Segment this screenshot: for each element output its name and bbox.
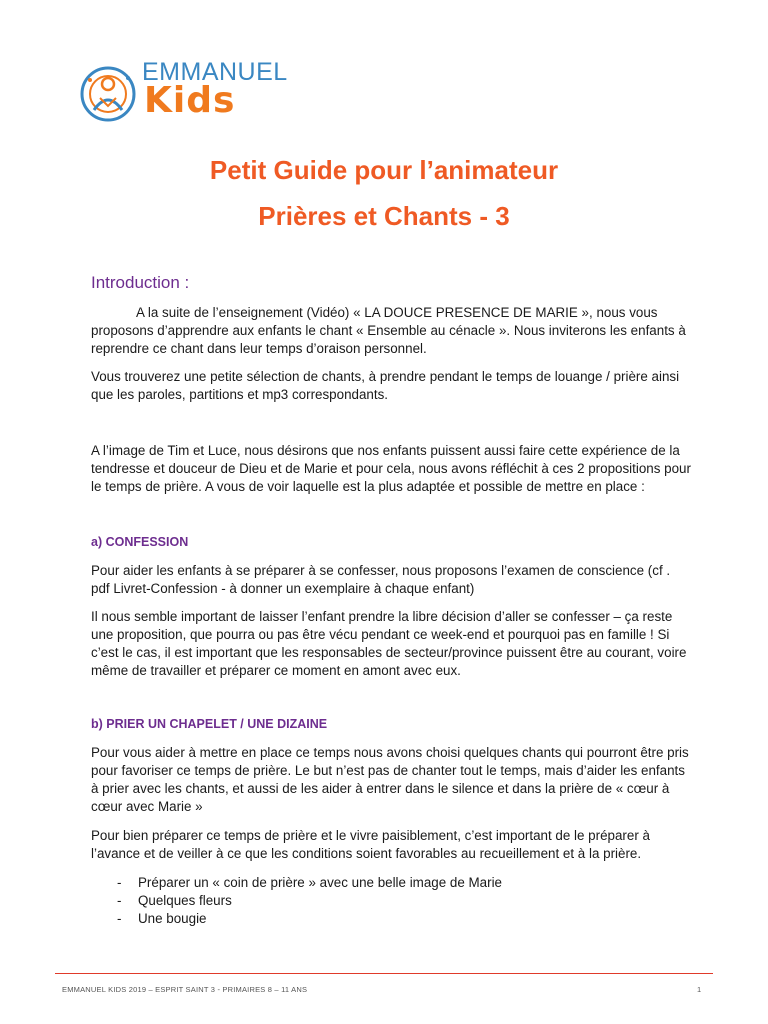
chapelet-paragraph-1: Pour vous aider à mettre en place ce temps nous avons choisi quelques chants qui pourront être pris pour favoriser ce temps de prière. Le but n’est pas de chanter tout le temps, mais d’aider les enfants à prier avec les chants, et aussi de les aider à entrer dans le silence et dans la prière de « cœur à cœur avec Marie » xyxy=(91,745,689,814)
intro-paragraph-2: Vous trouverez une petite sélection de chants, à prendre pendant le temps de louange / prière ainsi que les paroles, partitions et mp3 correspondants. xyxy=(91,369,680,402)
footer-text: EMMANUEL KIDS 2019 – ESPRIT SAINT 3 - PRIMAIRES 8 – 11 ANS xyxy=(62,985,308,994)
confession-paragraph-2: Il nous semble important de laisser l’enfant prendre la libre décision d’aller se confesser – ça reste une proposition, que pourra ou pas être vécu pendant ce week-end et pourquoi pas en famille ! Si c’est le cas, il est important que les responsables de secteur/province puissent être au courant, voire même de travailler et préparer ce moment en amont avec eux. xyxy=(91,609,687,678)
confession-heading: a) CONFESSION xyxy=(91,535,189,549)
page-number: 1 xyxy=(697,985,702,994)
preparation-list xyxy=(91,874,502,928)
document-title: Petit Guide pour l’animateur xyxy=(209,155,559,185)
praying-figure-logo-icon xyxy=(78,60,142,124)
list-item: - Préparer un « coin de prière » avec une belle image de Marie xyxy=(117,875,502,890)
logo-emmanuel-text: EMMANUEL xyxy=(142,58,288,86)
intro-paragraph-1: A la suite de l’enseignement (Vidéo) « LA DOUCE PRESENCE DE MARIE », nous vous proposons d’apprendre aux enfants le chant « Ensemble au cénacle ». Nous inviterons les enfants à reprendre ce chant dans leur temps d’oraison personnel. xyxy=(91,305,686,356)
emmanuel-kids-logo xyxy=(78,52,288,130)
confession-paragraph-1: Pour aider les enfants à se préparer à se confesser, nous proposons l’examen de conscience (cf . pdf Livret-Confession - à donner un exemplaire à chaque enfant) xyxy=(91,563,671,596)
list-item: - Une bougie xyxy=(117,911,207,926)
chapelet-heading: b) PRIER UN CHAPELET / UNE DIZAINE xyxy=(91,717,328,731)
logo-kids-text: Kids xyxy=(144,80,236,121)
intro-paragraph-3: A l’image de Tim et Luce, nous désirons que nos enfants puissent aussi faire cette expérience de la tendresse et douceur de Dieu et de Marie et pour cela, nous avons réfléchit à ces 2 propositions pour le temps de prière. A vous de voir laquelle est la plus adaptée et possible de mettre en place : xyxy=(91,443,691,494)
footer-divider xyxy=(55,973,713,974)
document-subtitle: Prières et Chants - 3 xyxy=(258,201,510,231)
introduction-heading: Introduction : xyxy=(91,273,190,292)
chapelet-paragraph-2: Pour bien préparer ce temps de prière et le vivre paisiblement, c’est important de le préparer à l’avance et de veiller à ce que les conditions soient favorables au recueillement et à la prière. xyxy=(91,828,650,861)
list-item: - Quelques fleurs xyxy=(117,893,232,908)
